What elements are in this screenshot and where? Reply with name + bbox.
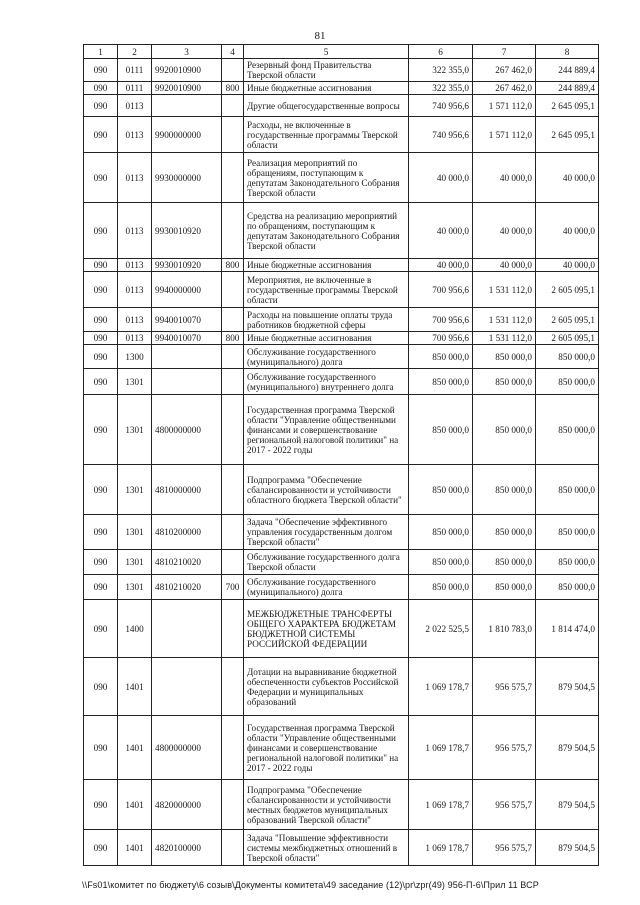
- cell-amount-3: 40 000,0: [536, 259, 599, 272]
- cell-section: 0113: [118, 259, 152, 272]
- cell-expense-type: [222, 345, 244, 369]
- cell-code: 090: [84, 117, 118, 153]
- budget-table: [83, 44, 599, 866]
- cell-amount-3: 40 000,0: [536, 153, 599, 203]
- cell-expense-type: [222, 658, 244, 716]
- cell-target: 9940010070: [152, 308, 222, 332]
- cell-amount-2: 40 000,0: [473, 259, 536, 272]
- cell-section: 1301: [118, 465, 152, 515]
- cell-amount-2: 850 000,0: [473, 369, 536, 395]
- cell-amount-2: 1 810 783,0: [473, 600, 536, 658]
- cell-name: Расходы на повышение оплаты труда работников бюджетной сферы: [244, 308, 409, 332]
- column-header: 1: [84, 45, 118, 59]
- cell-code: 090: [84, 259, 118, 272]
- cell-amount-3: 244 889,4: [536, 59, 599, 82]
- cell-code: 090: [84, 203, 118, 259]
- cell-name: Другие общегосударственные вопросы: [244, 95, 409, 117]
- cell-target: 4810210020: [152, 575, 222, 600]
- cell-name: Подпрограмма "Обеспечение сбалансированности и устойчивости местных бюджетов муниципальных образований Тверской области": [244, 780, 409, 830]
- cell-code: 090: [84, 575, 118, 600]
- cell-code: 090: [84, 95, 118, 117]
- cell-amount-2: 850 000,0: [473, 395, 536, 465]
- cell-code: 090: [84, 515, 118, 550]
- cell-section: 0113: [118, 332, 152, 345]
- cell-name: Средства на реализацию мероприятий по обращениям, поступающим к депутатам Законодательного Собрания Тверской области: [244, 203, 409, 259]
- cell-target: 9920010900: [152, 82, 222, 95]
- table-row: [84, 515, 599, 550]
- cell-section: 1301: [118, 369, 152, 395]
- cell-amount-3: 879 504,5: [536, 780, 599, 830]
- cell-target: 4800000000: [152, 395, 222, 465]
- cell-expense-type: [222, 153, 244, 203]
- cell-amount-3: 850 000,0: [536, 369, 599, 395]
- cell-section: 1301: [118, 575, 152, 600]
- table-row: [84, 395, 599, 465]
- cell-amount-3: 850 000,0: [536, 575, 599, 600]
- table-row: [84, 369, 599, 395]
- cell-amount-2: 267 462,0: [473, 82, 536, 95]
- cell-amount-2: 956 575,7: [473, 716, 536, 780]
- cell-name: Иные бюджетные ассигнования: [244, 259, 409, 272]
- cell-expense-type: 700: [222, 575, 244, 600]
- cell-amount-1: 700 956,6: [409, 308, 473, 332]
- cell-code: 090: [84, 59, 118, 82]
- cell-amount-3: 244 889,4: [536, 82, 599, 95]
- cell-amount-3: 879 504,5: [536, 716, 599, 780]
- table-row: [84, 345, 599, 369]
- cell-expense-type: 800: [222, 259, 244, 272]
- cell-expense-type: [222, 780, 244, 830]
- cell-target: 9920010900: [152, 59, 222, 82]
- table-row: [84, 658, 599, 716]
- cell-expense-type: [222, 95, 244, 117]
- table-row: [84, 600, 599, 658]
- column-header: 2: [118, 45, 152, 59]
- cell-section: 1401: [118, 658, 152, 716]
- cell-amount-2: 850 000,0: [473, 550, 536, 575]
- cell-name: Обслуживание государственного (муниципального) внутреннего долга: [244, 369, 409, 395]
- cell-section: 0113: [118, 117, 152, 153]
- cell-name: Обслуживание государственного (муниципального) долга: [244, 575, 409, 600]
- cell-code: 090: [84, 308, 118, 332]
- column-header: 6: [409, 45, 473, 59]
- cell-section: 0113: [118, 95, 152, 117]
- cell-amount-1: 1 069 178,7: [409, 716, 473, 780]
- cell-amount-1: 322 355,0: [409, 82, 473, 95]
- cell-amount-1: 740 956,6: [409, 95, 473, 117]
- cell-name: Мероприятия, не включенные в государственные программы Тверской области: [244, 272, 409, 308]
- cell-section: 0113: [118, 272, 152, 308]
- table-header-row: [84, 45, 599, 59]
- cell-amount-3: 850 000,0: [536, 465, 599, 515]
- cell-amount-2: 850 000,0: [473, 575, 536, 600]
- cell-amount-2: 1 531 112,0: [473, 272, 536, 308]
- cell-code: 090: [84, 658, 118, 716]
- cell-target: [152, 345, 222, 369]
- cell-expense-type: [222, 716, 244, 780]
- cell-amount-3: 850 000,0: [536, 345, 599, 369]
- table-row: [84, 830, 599, 866]
- column-header: 3: [152, 45, 222, 59]
- cell-amount-2: 850 000,0: [473, 345, 536, 369]
- cell-name: Обслуживание государственного (муниципального) долга: [244, 345, 409, 369]
- cell-section: 1301: [118, 395, 152, 465]
- table-row: [84, 117, 599, 153]
- cell-amount-2: 1 531 112,0: [473, 308, 536, 332]
- cell-code: 090: [84, 780, 118, 830]
- cell-expense-type: [222, 395, 244, 465]
- cell-section: 1301: [118, 550, 152, 575]
- cell-section: 0113: [118, 308, 152, 332]
- cell-name: Задача "Повышение эффективности системы межбюджетных отношений в Тверской области": [244, 830, 409, 866]
- cell-amount-3: 2 605 095,1: [536, 332, 599, 345]
- cell-target: 4800000000: [152, 716, 222, 780]
- cell-section: 1401: [118, 830, 152, 866]
- table-row: [84, 259, 599, 272]
- cell-target: 4820000000: [152, 780, 222, 830]
- cell-amount-3: 1 814 474,0: [536, 600, 599, 658]
- table-row: [84, 550, 599, 575]
- table-row: [84, 153, 599, 203]
- cell-expense-type: [222, 203, 244, 259]
- cell-amount-1: 1 069 178,7: [409, 830, 473, 866]
- column-header: 4: [222, 45, 244, 59]
- cell-amount-3: 2 645 095,1: [536, 117, 599, 153]
- cell-section: 1301: [118, 515, 152, 550]
- cell-amount-2: 40 000,0: [473, 153, 536, 203]
- table-row: [84, 332, 599, 345]
- cell-name: Иные бюджетные ассигнования: [244, 82, 409, 95]
- cell-code: 090: [84, 830, 118, 866]
- cell-name: Иные бюджетные ассигнования: [244, 332, 409, 345]
- cell-name: Дотации на выравнивание бюджетной обеспеченности субъектов Российской Федерации и муниципальных образований: [244, 658, 409, 716]
- cell-amount-1: 700 956,6: [409, 332, 473, 345]
- table-row: [84, 95, 599, 117]
- cell-target: 9930010920: [152, 259, 222, 272]
- cell-amount-1: 1 069 178,7: [409, 780, 473, 830]
- cell-amount-3: 850 000,0: [536, 395, 599, 465]
- table-row: [84, 272, 599, 308]
- cell-target: 4810000000: [152, 465, 222, 515]
- cell-code: 090: [84, 395, 118, 465]
- cell-amount-1: 850 000,0: [409, 575, 473, 600]
- cell-code: 090: [84, 716, 118, 780]
- cell-section: 1401: [118, 716, 152, 780]
- cell-target: [152, 600, 222, 658]
- column-header: 7: [473, 45, 536, 59]
- cell-name: Государственная программа Тверской области "Управление общественными финансами и совершенствование региональной налоговой политики" на 2017 - 2022 годы: [244, 716, 409, 780]
- cell-expense-type: [222, 272, 244, 308]
- cell-target: 4810210020: [152, 550, 222, 575]
- cell-name: Расходы, не включенные в государственные программы Тверской области: [244, 117, 409, 153]
- cell-amount-1: 850 000,0: [409, 369, 473, 395]
- cell-name: Задача "Обеспечение эффективного управления государственным долгом Тверской области": [244, 515, 409, 550]
- cell-target: [152, 95, 222, 117]
- cell-amount-2: 40 000,0: [473, 203, 536, 259]
- cell-amount-2: 1 571 112,0: [473, 117, 536, 153]
- table-row: [84, 82, 599, 95]
- cell-section: 0113: [118, 203, 152, 259]
- cell-expense-type: 800: [222, 332, 244, 345]
- cell-target: 4820100000: [152, 830, 222, 866]
- cell-amount-1: 740 956,6: [409, 117, 473, 153]
- cell-amount-3: 2 605 095,1: [536, 272, 599, 308]
- cell-amount-3: 850 000,0: [536, 550, 599, 575]
- cell-code: 090: [84, 345, 118, 369]
- cell-expense-type: [222, 465, 244, 515]
- cell-expense-type: [222, 308, 244, 332]
- cell-target: 4810200000: [152, 515, 222, 550]
- cell-section: 1401: [118, 780, 152, 830]
- cell-name: МЕЖБЮДЖЕТНЫЕ ТРАНСФЕРТЫ ОБЩЕГО ХАРАКТЕРА БЮДЖЕТАМ БЮДЖЕТНОЙ СИСТЕМЫ РОССИЙСКОЙ ФЕДЕРАЦИИ: [244, 600, 409, 658]
- cell-expense-type: [222, 369, 244, 395]
- cell-code: 090: [84, 82, 118, 95]
- cell-code: 090: [84, 600, 118, 658]
- cell-amount-1: 1 069 178,7: [409, 658, 473, 716]
- cell-code: 090: [84, 465, 118, 515]
- table-row: [84, 575, 599, 600]
- file-path-footer: \\Fs01\комитет по бюджету\6 созыв\Документы комитета\49 заседание (12)\pr\zpr(49) 956-П-6\Прил 11 ВСР: [82, 880, 539, 890]
- cell-section: 0111: [118, 82, 152, 95]
- cell-expense-type: [222, 550, 244, 575]
- cell-expense-type: [222, 117, 244, 153]
- cell-amount-1: 40 000,0: [409, 203, 473, 259]
- cell-amount-1: 850 000,0: [409, 515, 473, 550]
- cell-expense-type: [222, 59, 244, 82]
- cell-amount-1: 850 000,0: [409, 395, 473, 465]
- cell-amount-3: 2 605 095,1: [536, 308, 599, 332]
- page-number: 81: [314, 30, 326, 42]
- cell-amount-1: 322 355,0: [409, 59, 473, 82]
- cell-code: 090: [84, 332, 118, 345]
- table-row: [84, 716, 599, 780]
- cell-amount-1: 850 000,0: [409, 345, 473, 369]
- cell-amount-3: 879 504,5: [536, 658, 599, 716]
- cell-target: 9900000000: [152, 117, 222, 153]
- cell-target: 9940010070: [152, 332, 222, 345]
- cell-code: 090: [84, 369, 118, 395]
- cell-amount-3: 879 504,5: [536, 830, 599, 866]
- cell-expense-type: [222, 600, 244, 658]
- cell-name: Резервный фонд Правительства Тверской области: [244, 59, 409, 82]
- cell-amount-2: 850 000,0: [473, 515, 536, 550]
- cell-name: Подпрограмма "Обеспечение сбалансированности и устойчивости областного бюджета Тверской области": [244, 465, 409, 515]
- cell-amount-1: 40 000,0: [409, 259, 473, 272]
- cell-amount-2: 956 575,7: [473, 830, 536, 866]
- cell-name: Обслуживание государственного долга Тверской области: [244, 550, 409, 575]
- cell-amount-1: 40 000,0: [409, 153, 473, 203]
- table-row: [84, 203, 599, 259]
- cell-target: 9930000000: [152, 153, 222, 203]
- cell-amount-2: 956 575,7: [473, 658, 536, 716]
- cell-target: [152, 369, 222, 395]
- cell-amount-2: 1 571 112,0: [473, 95, 536, 117]
- cell-code: 090: [84, 153, 118, 203]
- cell-section: 1400: [118, 600, 152, 658]
- cell-code: 090: [84, 272, 118, 308]
- column-header: 5: [244, 45, 409, 59]
- cell-amount-2: 1 531 112,0: [473, 332, 536, 345]
- cell-amount-2: 850 000,0: [473, 465, 536, 515]
- cell-amount-1: 850 000,0: [409, 465, 473, 515]
- cell-amount-1: 850 000,0: [409, 550, 473, 575]
- column-header: 8: [536, 45, 599, 59]
- table-row: [84, 465, 599, 515]
- cell-section: 0111: [118, 59, 152, 82]
- cell-section: 0113: [118, 153, 152, 203]
- cell-amount-1: 2 022 525,5: [409, 600, 473, 658]
- table-row: [84, 308, 599, 332]
- table-row: [84, 780, 599, 830]
- cell-amount-2: 267 462,0: [473, 59, 536, 82]
- cell-code: 090: [84, 550, 118, 575]
- cell-amount-1: 700 956,6: [409, 272, 473, 308]
- cell-section: 1300: [118, 345, 152, 369]
- table-row: [84, 59, 599, 82]
- cell-amount-3: 850 000,0: [536, 515, 599, 550]
- cell-amount-3: 2 645 095,1: [536, 95, 599, 117]
- cell-target: [152, 658, 222, 716]
- cell-amount-2: 956 575,7: [473, 780, 536, 830]
- cell-target: 9930010920: [152, 203, 222, 259]
- cell-expense-type: 800: [222, 82, 244, 95]
- cell-expense-type: [222, 515, 244, 550]
- cell-amount-3: 40 000,0: [536, 203, 599, 259]
- cell-target: 9940000000: [152, 272, 222, 308]
- cell-expense-type: [222, 830, 244, 866]
- cell-name: Реализация мероприятий по обращениям, поступающим к депутатам Законодательного Собрания Тверской области: [244, 153, 409, 203]
- cell-name: Государственная программа Тверской области "Управление общественными финансами и совершенствование региональной налоговой политики" на 2017 - 2022 годы: [244, 395, 409, 465]
